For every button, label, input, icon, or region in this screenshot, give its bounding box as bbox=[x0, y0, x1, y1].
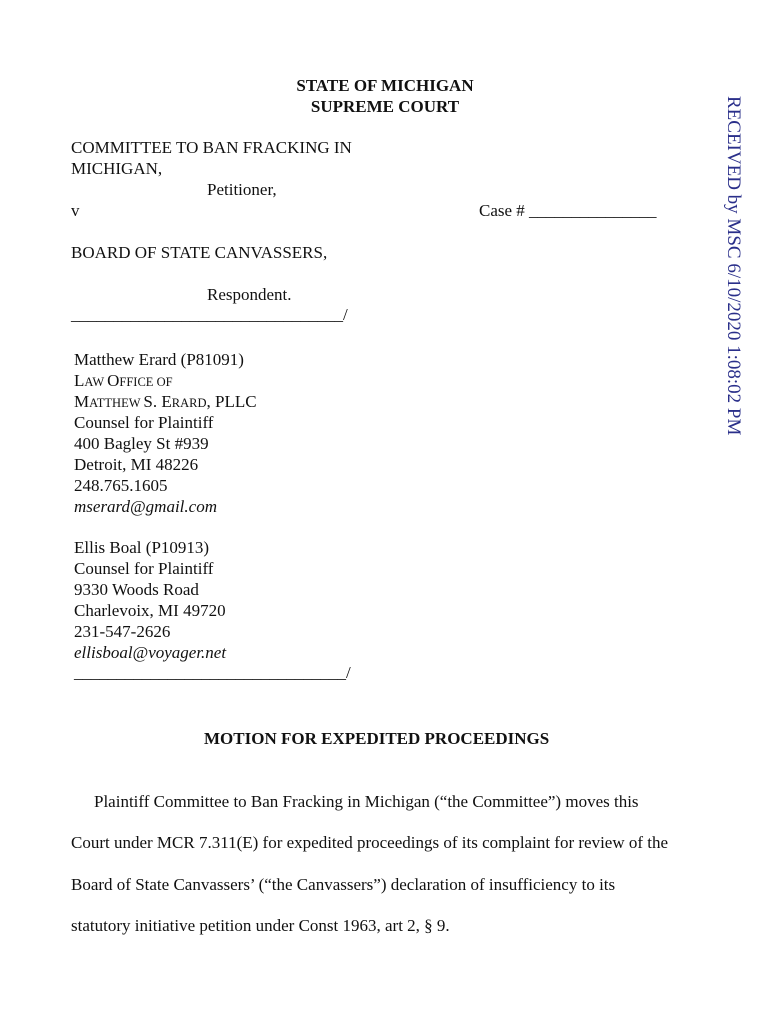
counsel1-email[interactable]: mserard@gmail.com bbox=[74, 497, 217, 516]
versus: v bbox=[71, 201, 80, 220]
court-heading: SUPREME COURT bbox=[310, 97, 460, 116]
firm-small: FFICE OF bbox=[119, 375, 173, 389]
firm-cap: M bbox=[74, 392, 90, 411]
counsel1-name: Matthew Erard (P81091) bbox=[74, 350, 244, 369]
counsel2-email[interactable]: ellisboal@voyager.net bbox=[74, 643, 227, 662]
counsel1-firm-line1 bbox=[74, 370, 173, 393]
petitioner-name-line1: COMMITTEE TO BAN FRACKING IN bbox=[71, 138, 352, 157]
firm-small: RARD bbox=[171, 396, 207, 410]
petitioner-name-line2: MICHIGAN, bbox=[71, 159, 163, 178]
motion-paragraph-line1: Plaintiff Committee to Ban Fracking in Michigan (“the Committee”) moves this bbox=[94, 792, 639, 811]
counsel2-role: Counsel for Plaintiff bbox=[74, 559, 214, 578]
counsel2-phone: 231-547-2626 bbox=[74, 622, 171, 641]
counsel1-role: Counsel for Plaintiff bbox=[74, 413, 214, 432]
counsel2-address2: Charlevoix, MI 49720 bbox=[74, 601, 226, 620]
motion-paragraph-line4: statutory initiative petition under Const 1963, art 2, § 9. bbox=[71, 916, 450, 935]
counsel1-phone: 248.765.1605 bbox=[74, 476, 168, 495]
respondent-role: Respondent. bbox=[207, 285, 292, 304]
caption-divider: ________________________________/ bbox=[71, 305, 348, 324]
respondent-name: BOARD OF STATE CANVASSERS, bbox=[71, 243, 328, 262]
motion-paragraph-line2: Court under MCR 7.311(E) for expedited proceedings of its complaint for review of the bbox=[71, 833, 669, 852]
counsel2-name: Ellis Boal (P10913) bbox=[74, 538, 210, 557]
counsel1-address2: Detroit, MI 48226 bbox=[74, 455, 199, 474]
firm-cap: O bbox=[107, 371, 120, 390]
firm-cap: L bbox=[74, 371, 85, 390]
received-stamp: RECEIVED by MSC 6/10/2020 1:08:02 PM bbox=[723, 96, 744, 436]
firm-tail: , PLLC bbox=[206, 392, 257, 411]
counsel1-address1: 400 Bagley St #939 bbox=[74, 434, 209, 453]
motion-title: MOTION FOR EXPEDITED PROCEEDINGS bbox=[204, 729, 550, 748]
counsel2-address1: 9330 Woods Road bbox=[74, 580, 199, 599]
firm-small: AW bbox=[84, 375, 108, 389]
firm-small: ATTHEW bbox=[89, 396, 144, 410]
firm-cap: S. E bbox=[143, 392, 172, 411]
motion-paragraph-line3: Board of State Canvassers’ (“the Canvassers”) declaration of insufficiency to its bbox=[71, 875, 616, 894]
case-number: Case # _______________ bbox=[479, 201, 657, 220]
state-heading: STATE OF MICHIGAN bbox=[296, 76, 474, 95]
counsel1-firm-line2 bbox=[74, 391, 257, 414]
petitioner-role: Petitioner, bbox=[207, 180, 277, 199]
counsel-divider: ________________________________/ bbox=[74, 663, 351, 682]
